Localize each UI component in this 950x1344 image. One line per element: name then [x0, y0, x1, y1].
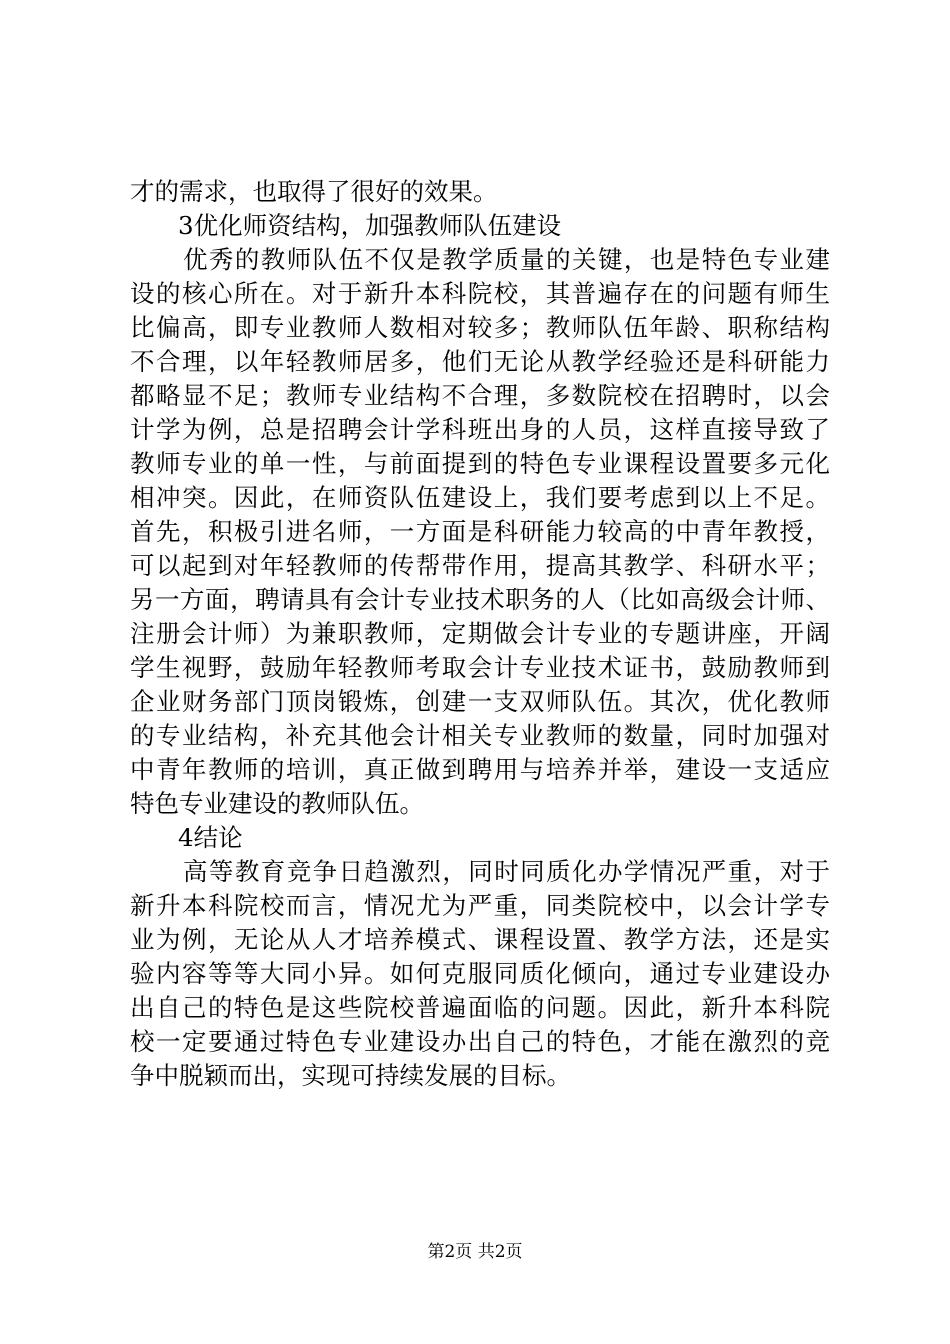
paragraph-line: 企业财务部门顶岗锻炼，创建一支双师队伍。其次，优化教师: [130, 687, 830, 716]
paragraph-line: 争中脱颖而出，实现可持续发展的目标。: [130, 1061, 571, 1090]
paragraph-line: 不合理，以年轻教师居多，他们无论从教学经验还是科研能力: [130, 347, 830, 376]
paragraph-line: 业为例，无论从人才培养模式、课程设置、教学方法，还是实: [130, 925, 830, 954]
paragraph-line: 特色专业建设的教师队伍。: [130, 789, 424, 818]
paragraph-line: 计学为例，总是招聘会计学科班出身的人员，这样直接导致了: [130, 415, 830, 444]
paragraph-line: 比偏高，即专业教师人数相对较多；教师队伍年龄、职称结构: [130, 313, 830, 342]
paragraph-line: 校一定要通过特色专业建设办出自己的特色，才能在激烈的竞: [130, 1027, 830, 1056]
paragraph-line: 学生视野，鼓励年轻教师考取会计专业技术证书，鼓励教师到: [130, 653, 830, 682]
paragraph-line: 中青年教师的培训，真正做到聘用与培养并举，建设一支适应: [130, 755, 830, 784]
page-footer: 第2页 共2页: [427, 1242, 523, 1262]
paragraph-line: 高等教育竞争日趋激烈，同时同质化办学情况严重，对于: [183, 857, 830, 886]
paragraph-line: 教师专业的单一性，与前面提到的特色专业课程设置要多元化: [130, 449, 830, 478]
paragraph-line: 才的需求，也取得了很好的效果。: [130, 177, 498, 206]
section-heading: 3优化师资结构，加强教师队伍建设: [178, 211, 562, 240]
paragraph-line: 新升本科院校而言，情况尤为严重，同类院校中，以会计学专: [130, 891, 830, 920]
paragraph-line: 另一方面，聘请具有会计专业技术职务的人（比如高级会计师、: [130, 585, 830, 614]
paragraph-line: 的专业结构，补充其他会计相关专业教师的数量，同时加强对: [130, 721, 830, 750]
paragraph-line: 验内容等等大同小异。如何克服同质化倾向，通过专业建设办: [130, 959, 830, 988]
paragraph-line: 注册会计师）为兼职教师，定期做会计专业的专题讲座，开阔: [130, 619, 830, 648]
paragraph-line: 都略显不足；教师专业结构不合理，多数院校在招聘时，以会: [130, 381, 830, 410]
section-heading: 4结论: [178, 823, 243, 852]
paragraph-line: 出自己的特色是这些院校普遍面临的问题。因此，新升本科院: [130, 993, 830, 1022]
paragraph-line: 优秀的教师队伍不仅是教学质量的关键，也是特色专业建: [183, 245, 830, 274]
paragraph-line: 可以起到对年轻教师的传帮带作用，提高其教学、科研水平；: [130, 551, 830, 580]
paragraph-line: 设的核心所在。对于新升本科院校，其普遍存在的问题有师生: [130, 279, 830, 308]
paragraph-line: 首先，积极引进名师，一方面是科研能力较高的中青年教授，: [130, 517, 830, 546]
paragraph-line: 相冲突。因此，在师资队伍建设上，我们要考虑到以上不足。: [130, 483, 830, 512]
